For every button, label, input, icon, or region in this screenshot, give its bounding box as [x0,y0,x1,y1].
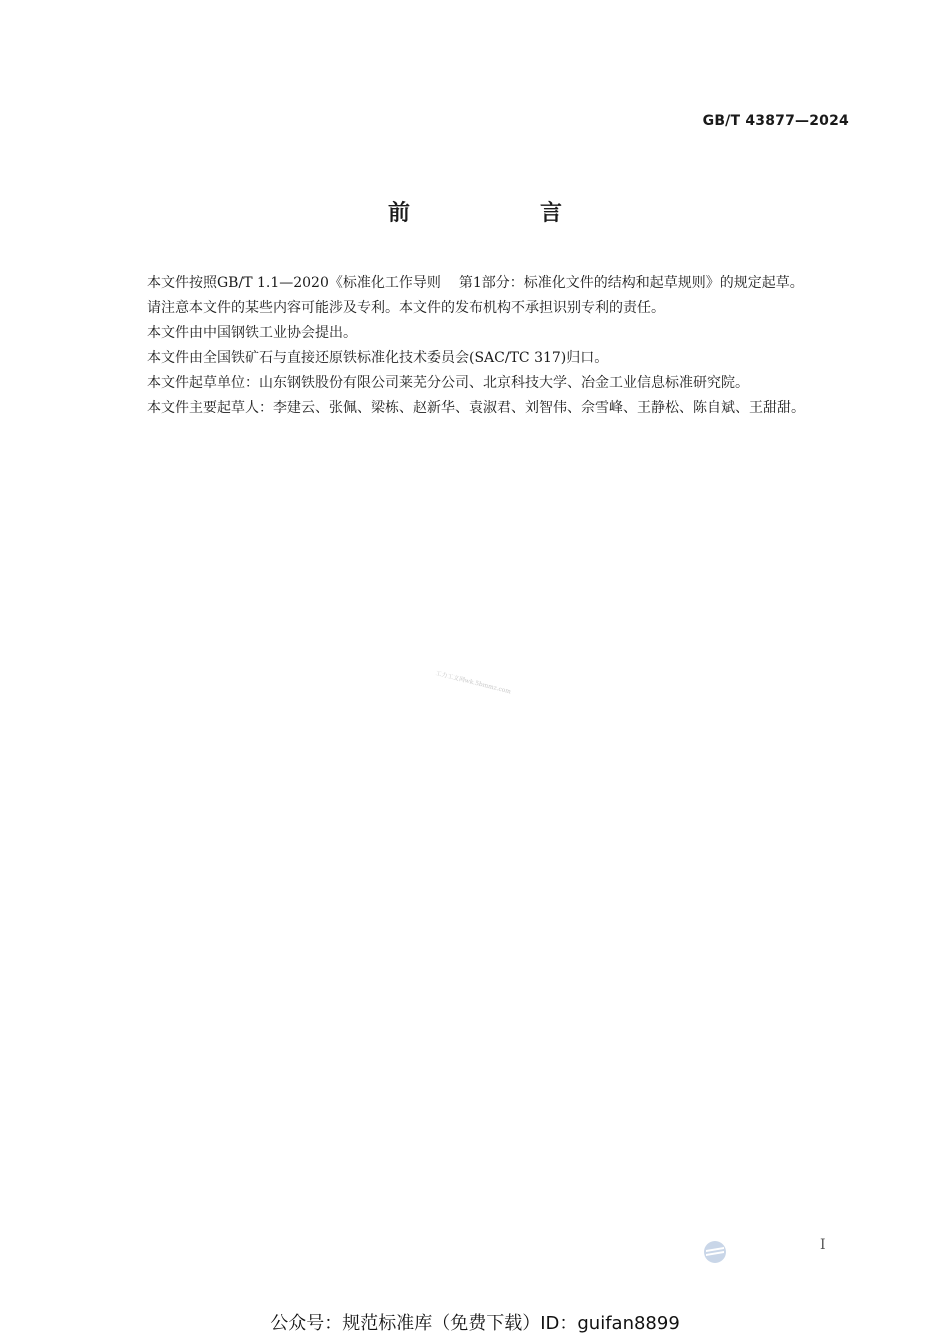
paragraph-proposer: 本文件由中国钢铁工业协会提出。 [147,325,357,341]
paragraph-drafters: 本文件主要起草人：李建云、张佩、梁栋、赵新华、袁淑君、刘智伟、佘雪峰、王静松、陈自斌、王甜甜。 [147,400,805,416]
watermark: 工力工文网wk.5bmmz.com [434,669,512,696]
paragraph-drafting-rules-part2: 第1部分：标准化文件的结构和起草规则》的规定起草。 [458,275,804,291]
sac-logo-icon [703,1240,727,1264]
paragraph-drafting-rules-part1: 本文件按照GB/T 1.1—2020《标准化工作导则 [147,275,441,291]
page-title: 前 言 [387,201,616,226]
foreword-body [116,271,850,421]
page-number: I [820,1237,826,1253]
standard-code: GB/T 43877—2024 [702,113,849,129]
paragraph-patent-notice: 请注意本文件的某些内容可能涉及专利。本文件的发布机构不承担识别专利的责任。 [147,300,665,316]
paragraph-drafting-units: 本文件起草单位：山东钢铁股份有限公司莱芜分公司、北京科技大学、冶金工业信息标准研究院。 [147,375,749,391]
paragraph-drafting-rules [116,271,850,296]
footer-contact: 公众号：规范标准库（免费下载）ID：guifan8899 [270,1313,680,1334]
paragraph-committee: 本文件由全国铁矿石与直接还原铁标准化技术委员会(SAC/TC 317)归口。 [147,350,609,366]
